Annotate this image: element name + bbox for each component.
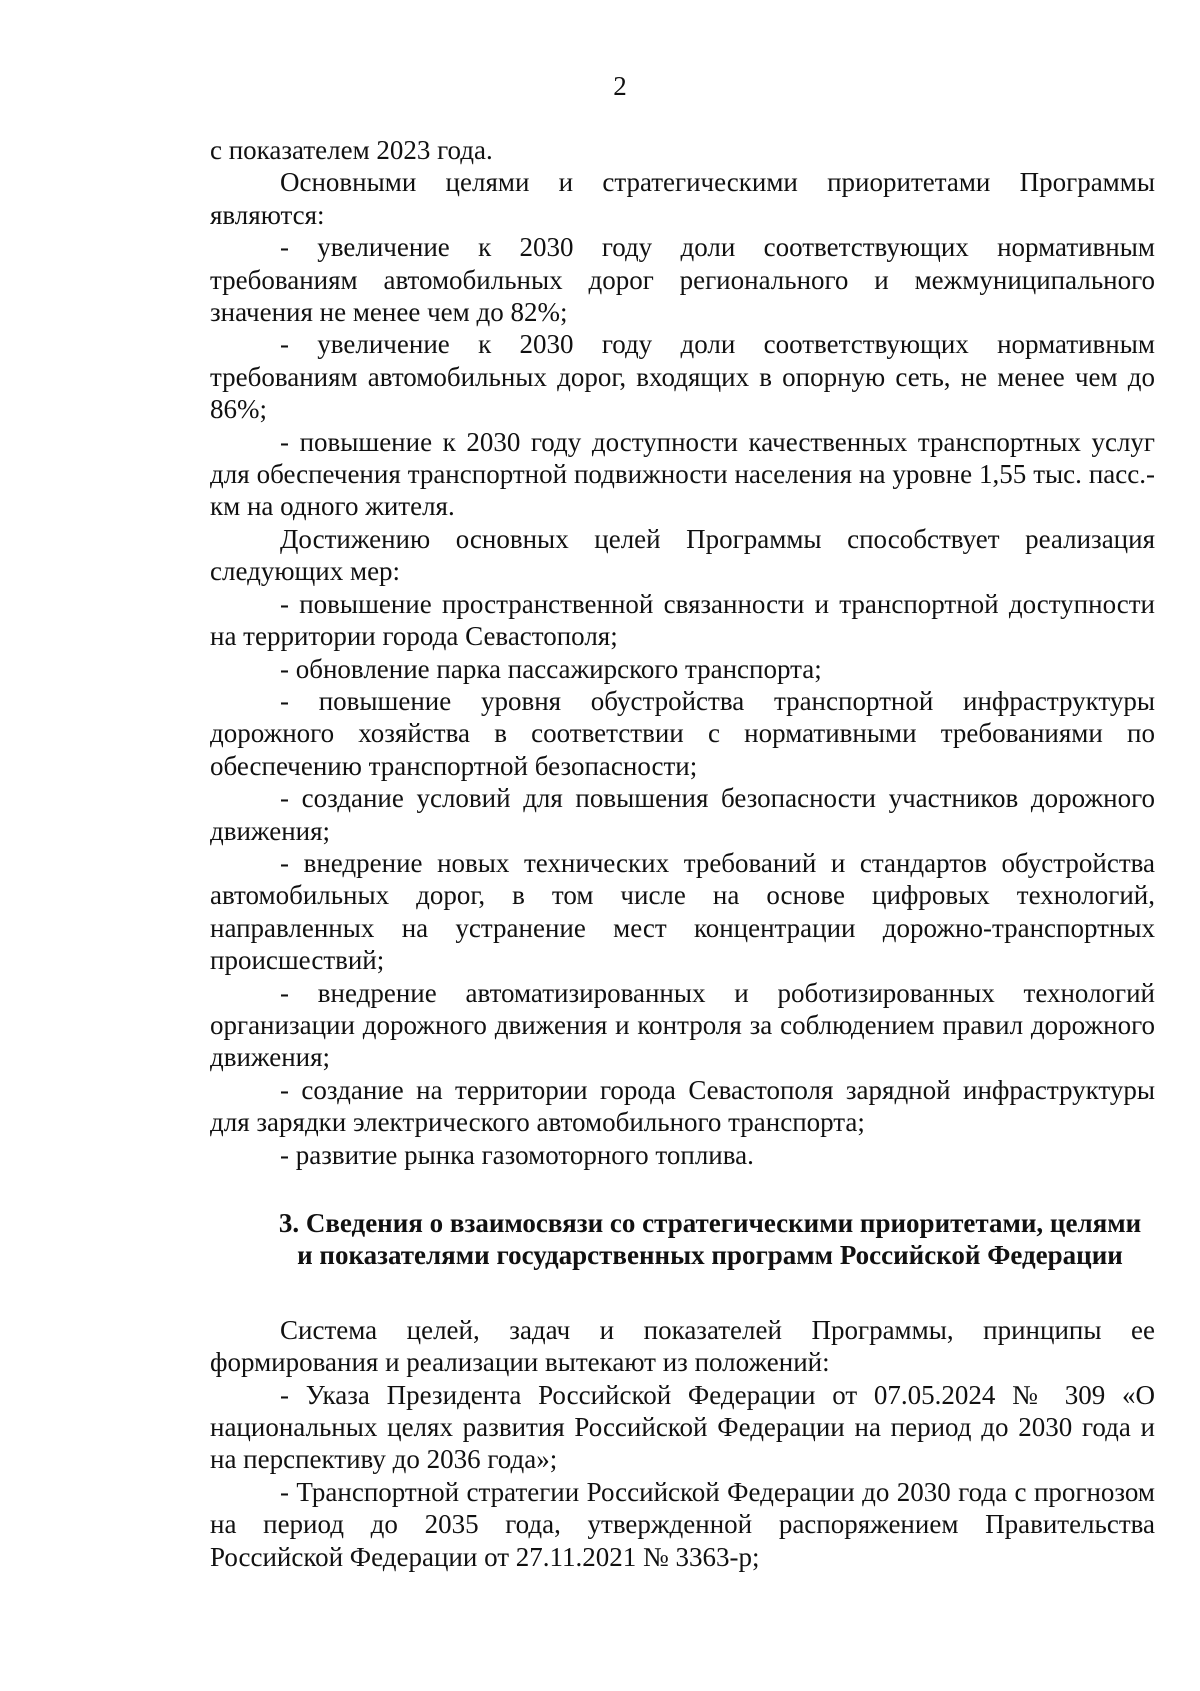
paragraph-measures-intro: Достижению основных целей Программы способствует реализация следующих мер: [210, 523, 1155, 587]
section-heading-line: 3. Сведения о взаимосвязи со стратегическими приоритетами, целями [278, 1208, 1142, 1238]
measure-item: - внедрение автоматизированных и роботизированных технологий организации дорожного движения и контроля за соблюдением правил дорожного движения; [210, 977, 1155, 1073]
measure-item: - повышение пространственной связанности и транспортной доступности на территории города Севастополя; [210, 588, 1155, 652]
paragraph-goals-intro: Основными целями и стратегическими приоритетами Программы являются: [210, 167, 1155, 230]
paragraph-system-intro: Система целей, задач и показателей Программы, принципы ее формирования и реализации вытекают из положений: [210, 1314, 1155, 1378]
source-item: - Указа Президента Российской Федерации от 07.05.2024 № 309 «О национальных целях развития Российской Федерации на период до 2030 года и на перспективу до 2036 года»; [210, 1379, 1155, 1475]
measure-item: - обновление парка пассажирского транспорта; [280, 653, 822, 684]
document-body [210, 134, 1155, 1573]
goal-item: - увеличение к 2030 году доли соответствующих нормативным требованиям автомобильных дорог регионального и межмуниципального значения не менее чем до 82%; [210, 232, 1155, 328]
measure-item: - создание условий для повышения безопасности участников дорожного движения; [210, 783, 1155, 846]
source-item: - Транспортной стратегии Российской Федерации до 2030 года с прогнозом на период до 2035 года, утвержденной распоряжением Правительства Российской Федерации от 27.11.2021 № 3363-р; [210, 1476, 1155, 1572]
measure-item: - создание на территории города Севастополя зарядной инфраструктуры для зарядки электрического автомобильного транспорта; [210, 1074, 1155, 1138]
measure-item: - внедрение новых технических требований и стандартов обустройства автомобильных дорог, в том числе на основе цифровых технологий, направленных на устранение мест концентрации дорожно-транспортных происшествий; [210, 847, 1155, 976]
section-heading-line: и показателями государственных программ Российской Федерации [297, 1240, 1123, 1271]
section-heading [210, 1207, 1155, 1272]
goal-item: - увеличение к 2030 году доли соответствующих нормативным требованиям автомобильных дорог, входящих в опорную сеть, не менее чем до 86%; [210, 329, 1155, 425]
measure-item: - повышение уровня обустройства транспортной инфраструктуры дорожного хозяйства в соответствии с нормативными требованиями по обеспечению транспортной безопасности; [210, 685, 1155, 781]
paragraph-continuation: с показателем 2023 года. [210, 135, 493, 165]
page-number: 2 [613, 71, 627, 101]
goal-item: - повышение к 2030 году доступности качественных транспортных услуг для обеспечения транспортной подвижности населения на уровне 1,55 тыс. пасс.-км на одного жителя. [210, 426, 1155, 522]
measure-item: - развитие рынка газомоторного топлива. [280, 1139, 754, 1170]
